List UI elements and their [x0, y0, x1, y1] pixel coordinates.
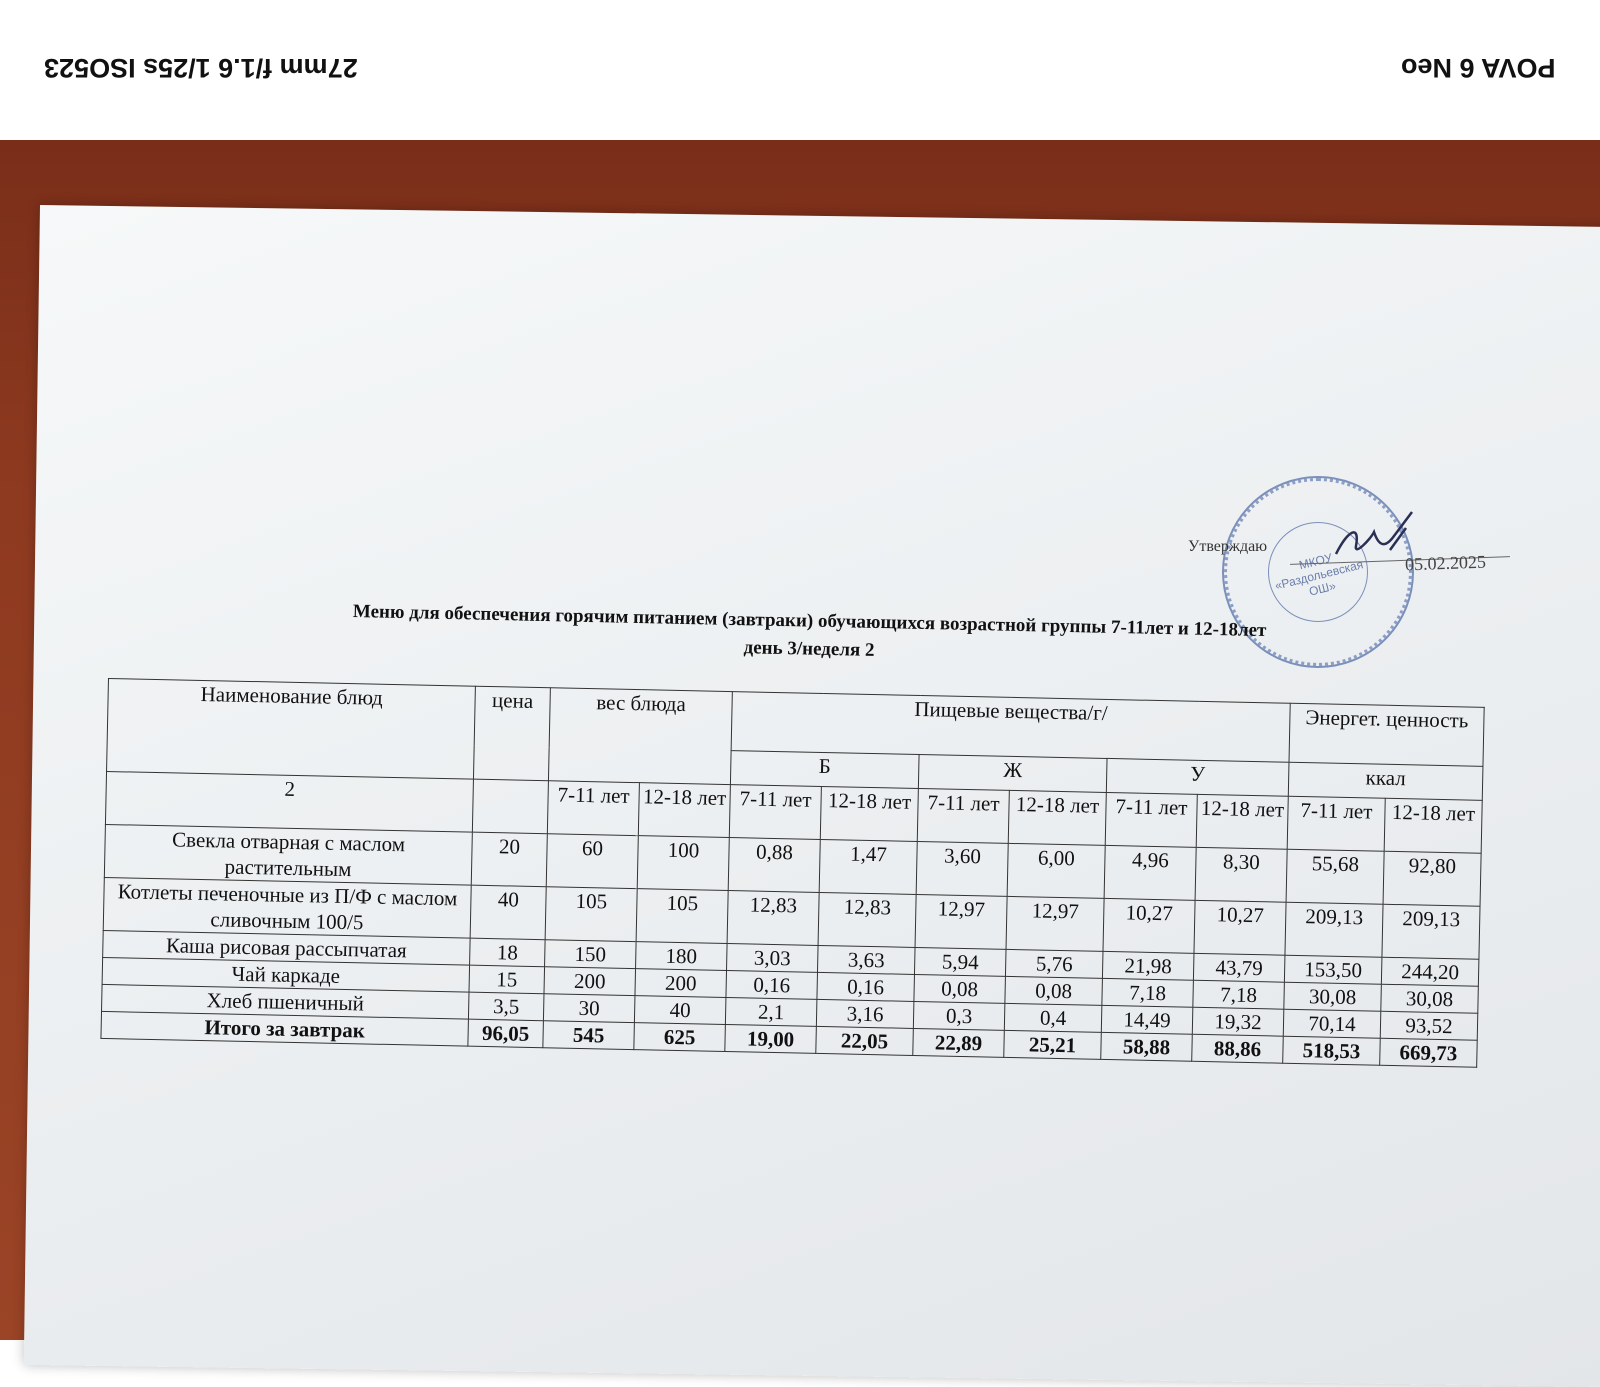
dish-price: 40 — [470, 885, 546, 940]
weight-7-11: 200 — [544, 967, 636, 996]
kcal-12-18: 92,80 — [1383, 851, 1481, 906]
kcal-12-18: 93,52 — [1380, 1011, 1478, 1040]
total-protein-12-18: 22,05 — [816, 1026, 914, 1055]
protein-7-11: 0,16 — [726, 971, 818, 1000]
carbs-12-18: 7,18 — [1193, 980, 1285, 1009]
total-weight-12-18: 625 — [634, 1023, 726, 1052]
weight-12-18: 100 — [637, 836, 729, 891]
camera-info-band — [0, 0, 1600, 140]
weight-7-11: 60 — [546, 834, 638, 889]
approval-date: 05.02.2025 — [1404, 551, 1487, 575]
weight-7-11: 150 — [545, 940, 637, 969]
protein-7-11: 2,1 — [725, 998, 817, 1027]
weight-12-18: 200 — [635, 969, 727, 998]
kcal-7-11: 153,50 — [1284, 955, 1382, 984]
header-energy: Энергет. ценность — [1289, 703, 1484, 766]
fat-7-11: 12,97 — [915, 894, 1007, 949]
fat-12-18: 5,76 — [1005, 949, 1103, 978]
dish-price: 18 — [470, 938, 546, 967]
total-weight-7-11: 545 — [543, 1021, 635, 1050]
camera-settings-watermark: 27mm f/1.6 1/25s ISO523 — [44, 53, 358, 83]
protein-12-18: 12,83 — [818, 892, 916, 947]
fat-7-11: 0,3 — [913, 1001, 1005, 1030]
carbs-7-11: 7,18 — [1102, 978, 1194, 1007]
weight-12-18: 105 — [636, 889, 728, 944]
carbs-7-11: 14,49 — [1101, 1005, 1193, 1034]
header-price: цена — [473, 686, 550, 781]
weight-12-18: 40 — [634, 996, 726, 1025]
fat-7-11: 3,60 — [916, 841, 1008, 896]
total-fat-7-11: 22,89 — [913, 1028, 1005, 1057]
fat-7-11: 0,08 — [914, 974, 1006, 1003]
header-age-b-1: 7-11 лет — [729, 785, 821, 840]
protein-12-18: 0,16 — [817, 972, 915, 1001]
fat-12-18: 0,4 — [1004, 1003, 1102, 1032]
header-age-e-2: 12-18 лет — [1384, 798, 1482, 853]
dish-name: Чай каркаде — [102, 957, 469, 992]
header-age-u-2: 12-18 лет — [1196, 794, 1288, 849]
kcal-12-18: 30,08 — [1381, 984, 1479, 1013]
carbs-12-18: 8,30 — [1195, 847, 1287, 902]
header-age-zh-1: 7-11 лет — [917, 788, 1009, 843]
kcal-7-11: 55,68 — [1286, 849, 1384, 904]
protein-7-11: 12,83 — [727, 891, 819, 946]
stamp-text: МКОУ «Раздольевская ОШ» — [1273, 550, 1365, 599]
total-price: 96,05 — [468, 1019, 544, 1048]
camera-model-watermark: POVA 6 Neo — [1401, 53, 1556, 83]
weight-12-18: 180 — [636, 942, 728, 971]
fat-12-18: 12,97 — [1006, 896, 1104, 951]
protein-12-18: 3,16 — [816, 999, 914, 1028]
total-protein-7-11: 19,00 — [725, 1025, 817, 1054]
protein-12-18: 3,63 — [817, 945, 915, 974]
kcal-7-11: 30,08 — [1284, 982, 1382, 1011]
total-carbs-7-11: 58,88 — [1101, 1032, 1193, 1061]
header-fat: Ж — [918, 755, 1107, 793]
header-name: Наименование блюд — [107, 679, 476, 780]
header-age-zh-2: 12-18 лет — [1008, 790, 1106, 845]
dish-name: Хлеб пшеничный — [102, 984, 469, 1019]
carbs-12-18: 43,79 — [1193, 953, 1285, 982]
carbs-7-11: 4,96 — [1104, 845, 1196, 900]
weight-7-11: 30 — [543, 994, 635, 1023]
approval-label: Утверждаю — [1188, 538, 1268, 555]
fat-12-18: 0,08 — [1005, 976, 1103, 1005]
header-empty — [472, 779, 548, 834]
total-carbs-12-18: 88,86 — [1192, 1034, 1284, 1063]
protein-7-11: 3,03 — [727, 944, 819, 973]
carbs-7-11: 10,27 — [1103, 898, 1195, 953]
fat-12-18: 6,00 — [1007, 843, 1105, 898]
dish-price: 15 — [469, 965, 545, 994]
title-line-1: Меню для обеспечения горячим питанием (завтраки) обучающихся возрастной группы 7-11лет и 12-18лет — [352, 600, 1267, 642]
dish-name: Каша рисовая рассыпчатая — [103, 930, 470, 965]
total-label: Итого за завтрак — [101, 1011, 468, 1046]
kcal-7-11: 70,14 — [1283, 1009, 1381, 1038]
header-age-weight-1: 7-11 лет — [547, 781, 639, 836]
protein-7-11: 0,88 — [728, 838, 820, 893]
fat-7-11: 5,94 — [914, 947, 1006, 976]
total-fat-12-18: 25,21 — [1004, 1030, 1102, 1059]
dish-name: Свекла отварная с маслом растительным — [104, 824, 472, 885]
header-weight: вес блюда — [548, 688, 732, 785]
carbs-12-18: 19,32 — [1192, 1007, 1284, 1036]
total-kcal-12-18: 669,73 — [1380, 1038, 1478, 1067]
header-age-u-1: 7-11 лет — [1105, 792, 1197, 847]
header-age-b-2: 12-18 лет — [820, 786, 918, 841]
kcal-7-11: 209,13 — [1285, 902, 1383, 957]
header-age-e-1: 7-11 лет — [1287, 796, 1385, 851]
carbs-7-11: 21,98 — [1102, 951, 1194, 980]
carbs-12-18: 10,27 — [1194, 900, 1286, 955]
protein-12-18: 1,47 — [819, 839, 917, 894]
kcal-12-18: 244,20 — [1381, 957, 1479, 986]
title-line-2: день 3/неделя 2 — [743, 637, 875, 661]
header-col-number: 2 — [105, 771, 473, 832]
dish-price: 20 — [471, 832, 547, 887]
weight-7-11: 105 — [545, 887, 637, 942]
header-kcal: ккал — [1288, 762, 1483, 800]
header-protein: Б — [730, 751, 919, 789]
menu-table — [100, 678, 1484, 1068]
header-carbs: У — [1106, 758, 1289, 796]
header-nutrients: Пищевые вещества/г/ — [731, 692, 1290, 763]
header-age-weight-2: 12-18 лет — [638, 783, 730, 838]
dish-name: Котлеты печеночные из П/Ф с маслом сливочным 100/5 — [103, 877, 471, 938]
total-kcal-7-11: 518,53 — [1283, 1036, 1381, 1065]
dish-price: 3,5 — [468, 992, 544, 1021]
kcal-12-18: 209,13 — [1382, 904, 1480, 959]
signature-mark — [1330, 510, 1420, 570]
